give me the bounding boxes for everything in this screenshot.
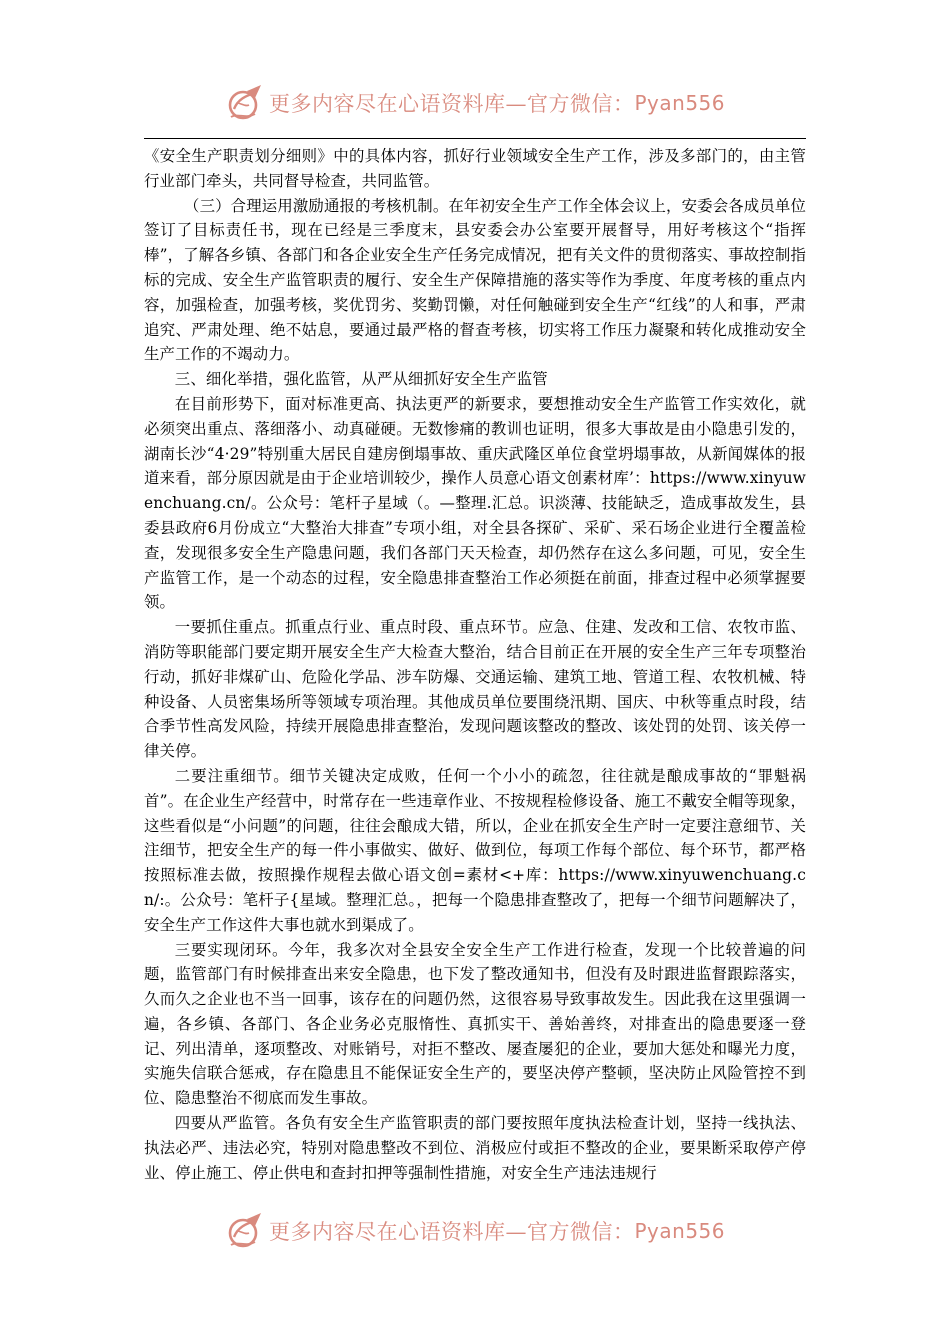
paragraph-strict-supervision: 四要从严监管。各负有安全生产监管职责的部门要按照年度执法检查计划，坚持一线执法、执法必严、违法必究，特别对隐患整改不到位、消极应付或拒不整改的企业，要果断采取停产停业、停止施工、停止供电和查封扣押等强制性措施，对安全生产违法违规行 <box>144 1114 806 1182</box>
paragraph-closed-loop: 三要实现闭环。今年，我多次对全县安全安全生产工作进行检查，发现一个比较普遍的问题，监管部门有时候排查出来安全隐患，也下发了整改通知书，但没有及时跟进监督跟踪落实，久而久之企业也不当一回事，该存在的问题仍然，这很容易导致事故发生。因此我在这里强调一遍，各乡镇、各部门、各企业务必克服惰性、真抓实干、善始善终，对排查出的隐患要逐一登记、列出清单，逐项整改、对账销号，对拒不整改、屡查屡犯的企业，要加大惩处和曝光力度，实施失信联合惩戒，存在隐患且不能保证安全生产的，要坚决停产整顿，坚决防止风险管控不到位、隐患整治不彻底而发生事故。 <box>144 940 806 1108</box>
document-body <box>144 144 806 1185</box>
watermark-wechat-id: Pyan556 <box>634 1219 725 1243</box>
pen-scroll-logo-icon <box>225 83 265 123</box>
paragraph-assessment-mechanism: （三）合理运用激励通报的考核机制。在年初安全生产工作全体会议上，安委会各成员单位签订了目标责任书，现在已经是三季度末，县安委会办公室要开展督导，用好考核这个“指挥棒”，了解各乡镇、各部门和各企业安全生产任务完成情况，把有关文件的贯彻落实、事故控制指标的完成、安全生产监管职责的履行、安全生产保障措施的落实等作为季度、年度考核的重点内容，加强检查，加强考核，奖优罚劣、奖勤罚懒，对任何触碰到安全生产“红线”的人和事，严肃追究、严肃处理、绝不姑息，要通过最严格的督查考核，切实将工作压力凝聚和转化成推动安全生产工作的不竭动力。 <box>144 196 806 364</box>
header-rule <box>144 138 806 139</box>
watermark-footer <box>0 1208 950 1254</box>
section-heading-three: 三、细化举措，强化监管，从严从细抓好安全生产监管 <box>174 370 548 389</box>
watermark-header <box>0 80 950 126</box>
paragraph-current-situation: 在目前形势下，面对标准更高、执法更严的新要求，要想推动安全生产监管工作实效化，就必须突出重点、落细落小、动真碰硬。无数惨痛的教训也证明，很多大事故是由小隐患引发的，湖南长沙“4·29”特别重大居民自建房倒塌事故、重庆武隆区单位食堂坍塌事故，从新闻媒体的报道来看，部分原因就是由于企业培训较少，操作人员意心语文创素材库’：https://www.xinyuwenchuang.cn/。公众号：笔杆子星域（。—整理.汇总。识淡薄、技能缺乏，造成事故发生，县委县政府6月份成立“大整治大排查”专项小组，对全县各探矿、采矿、采石场企业进行全覆盖检查，发现很多安全生产隐患问题，我们各部门天天检查，却仍然存在这么多问题，可见，安全生产监管工作，是一个动态的过程，安全隐患排查整治工作必须挺在前面，排查过程中必须掌握要领。 <box>144 394 806 612</box>
watermark-text: 更多内容尽在心语资料库—官方微信： <box>268 92 635 116</box>
paragraph-focus-priorities: 一要抓住重点。抓重点行业、重点时段、重点环节。应急、住建、发改和工信、农牧市监、消防等职能部门要定期开展安全生产大检查大整治，结合目前正在开展的安全生产三年专项整治行动，抓好非煤矿山、危险化学品、涉车防爆、交通运输、建筑工地、管道工程、农牧机械、特种设备、人员密集场所等领域专项治理。其他成员单位要围绕汛期、国庆、中秋等重点时段，结合季节性高发风险，持续开展隐患排查整治，发现问题该整改的整改、该处罚的处罚、该关停一律关停。 <box>144 618 806 761</box>
paragraph-attention-details: 二要注重细节。细节关键决定成败，任何一个小小的疏忽，往往就是酿成事故的“罪魁祸首”。在企业生产经营中，时常存在一些违章作业、不按规程检修设备、施工不戴安全帽等现象，这些看似是“小问题”的问题，往往会酿成大错，所以，企业在抓安全生产时一定要注意细节、关注细节，把安全生产的每一件小事做实、做好、做到位，每项工作每个部位、每个环节，都严格按照标准去做，按照操作规程去做心语文创=素材<+库：https://www.xinyuwenchuang.cn/:。公众号：笔杆子{星域。整理汇总。，把每一个隐患排查整改了，把每一个细节问题解决了，安全生产工作这件大事也就水到渠成了。 <box>144 766 806 934</box>
paragraph-continuation: 《安全生产职责划分细则》中的具体内容，抓好行业领域安全生产工作，涉及多部门的，由主管行业部门牵头，共同督导检查，共同监管。 <box>144 147 806 190</box>
watermark-text: 更多内容尽在心语资料库—官方微信： <box>268 1220 635 1244</box>
pen-scroll-logo-icon <box>225 1211 265 1251</box>
watermark-wechat-id: Pyan556 <box>634 91 725 115</box>
